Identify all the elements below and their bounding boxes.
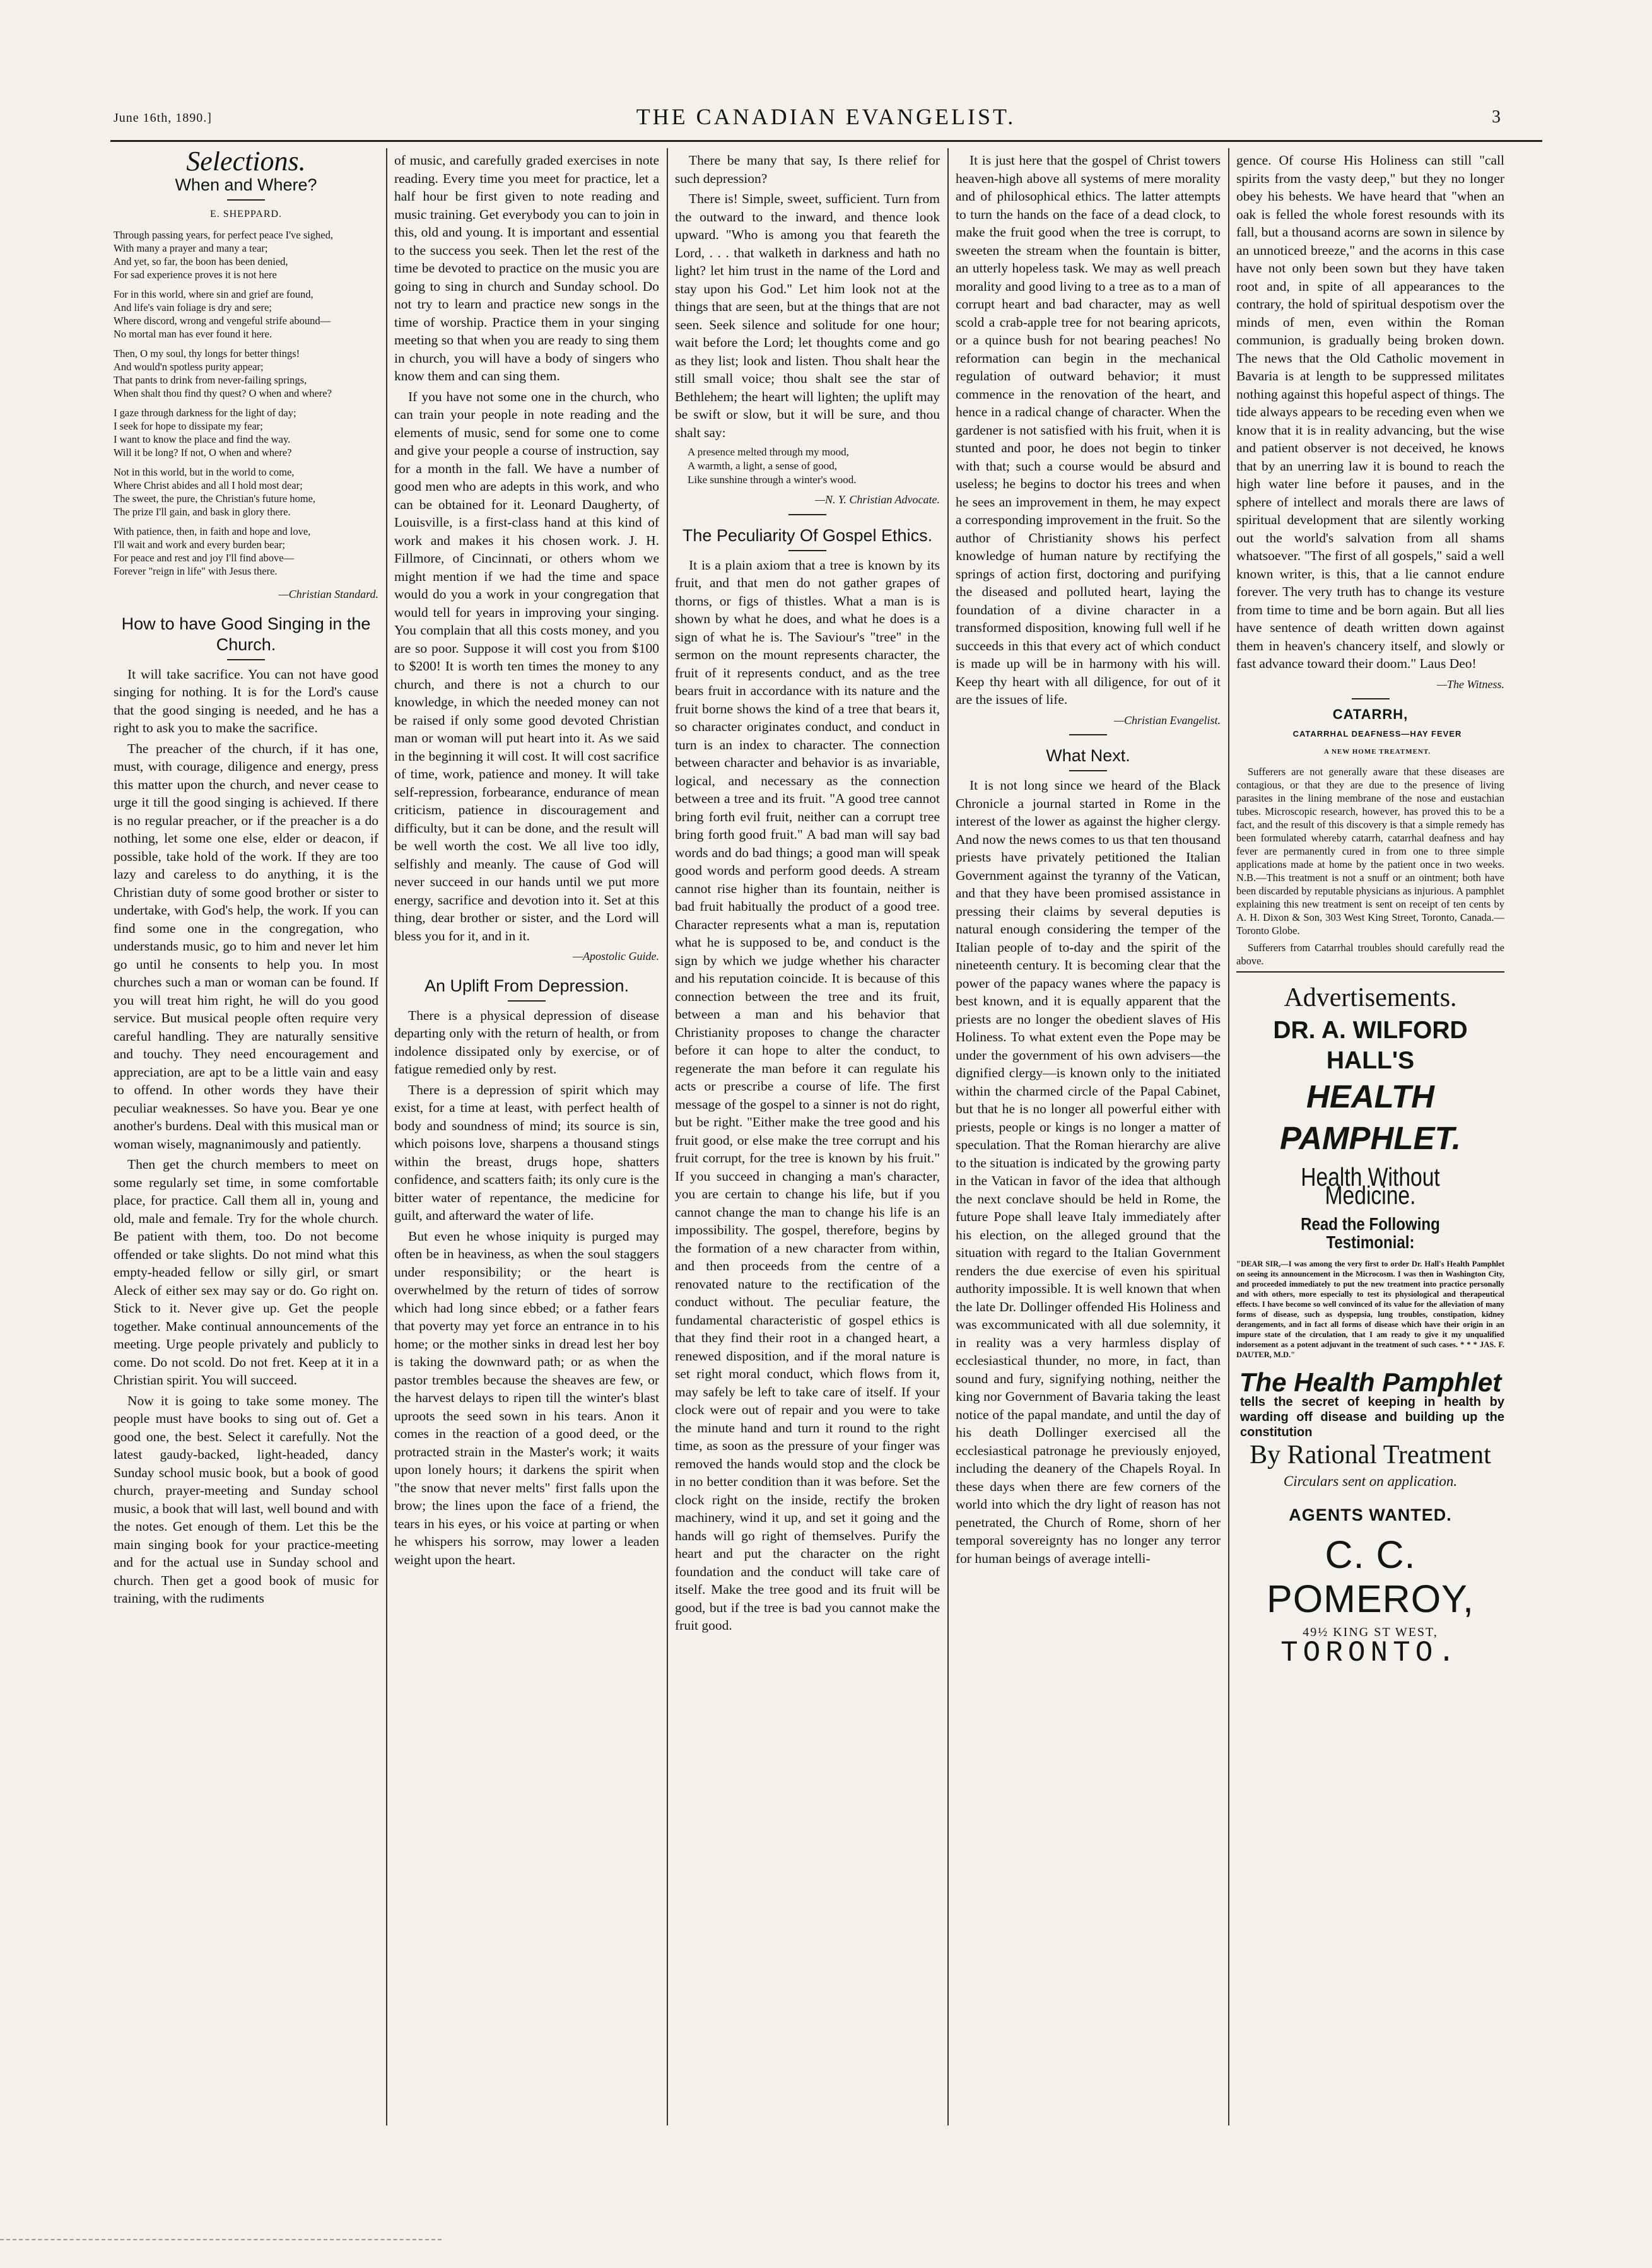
ad-pomeroy-city: TORONTO. <box>1280 1636 1460 1669</box>
paragraph: There is! Simple, sweet, sufficient. Turn from the outward to the inward, and thence look upward. "Who is among you that feareth the Lord, . . . that walketh in darkness and hath no light? let him trust in the name of the Lord and stay upon his God." Let him look not at the things that are seen, but at the things that are not seen. Seek silence and solitude for one hour; wait before the Lord; let thoughts come and go as they list; look and listen. Thou shalt hear the still small voice; thou shalt see the star of Bethlehem; the heart will lighten; the uplift may be swift or slow, but it will be sure, and thou shalt say: <box>675 191 940 440</box>
ad-health-pamphlet: HEALTH PAMPHLET. <box>1279 1078 1462 1156</box>
divider <box>1352 698 1390 699</box>
paragraph: of music, and carefully graded exercises in note reading. Every time you meet for practice, let a half hour be first given to note reading and music training. Get everybody you can to join in this, old and young. It is important and essential to the success you seek. Then let the rest of the time be devoted to practice on the music you are going to sing in church and Sunday school. Do not try to learn and practice new songs in the time of worship. Practice them in your singing meeting so that when you are ready to sing them in church, you will have a body of singers who know them and can sing them. <box>394 153 659 383</box>
divider <box>1069 734 1107 735</box>
article-title: How to have Good Singing in the Church. <box>121 614 371 654</box>
page-number: 3 <box>1492 107 1501 127</box>
column-divider <box>1228 148 1229 2125</box>
divider <box>788 550 826 551</box>
paragraph: It will take sacrifice. You can not have good singing for nothing. It is for the Lord's cause that the good singing is needed, and he has a right to ask you to make the sacrifice. <box>114 666 378 735</box>
paragraph: Now it is going to take some money. The people must have books to sing out of. Get a good one, the best. Select it carefully. Not the latest gaudy-backed, light-headed, dancy Sunday school music book, but a book of good church, prayer-meeting and Sunday school music, a book that will last, well bound and with the notes. Get enough of them. Let this be the main singing book for your practice-meeting and for the actual use in Sunday school and church. Then get a good book of music for training, with the rudiments <box>114 1393 378 1606</box>
masthead-title: THE CANADIAN EVANGELIST. <box>636 104 1016 129</box>
article-source: —Christian Evangelist. <box>1113 713 1221 727</box>
paragraph: It is a plain axiom that a tree is known by its fruit, and that men do not gather grapes of thorns, or figs of thistles. What a man is is shown by what he does, and what he does is a sign of what he is. The Saviour's "tree" in the sermon on the mount represents character, the fruit of it represents conduct, and as the tree bears fruit in accordance with its nature and the fruit borne shows the kind of a tree that bears it, so character originates conduct, and conduct in turn is an index to character. The connection between character and behavior is as invariable, logical, and necessary as the connection between a tree and its fruit. "A good tree cannot bring forth evil fruit, neither can a corrupt tree bring forth good fruit." A bad man will say bad words and do bad things; a good man will speak good words and perform good deeds. A stream cannot rise higher than its fountain, neither is bad fruit habitually the product of a good tree. Character represents what a man is, reputation what he is supposed to be, and conduct is the sign by which we judge whether his character and his reputation coincide. It is because of this connection between the tree and its fruit, between a man and his behavior that Christianity proposes to change the character before it can hope to alter the conduct, to regenerate the man before it can regulate his acts or prescribe a course of life. The first message of the gospel to a sinner is not do right, but be right. "Either make the tree good and his fruit good, or else make the tree corrupt and his fruit corrupt, for the tree is known by his fruit." If you succeed in changing a man's character, you are certain to change his life, but if you cannot change the man to change his life is an impossibility. The gospel, therefore, begins by the formation of a new character from within, and then proceeds from the centre of a renovated nature to the rectification of the conduct without. The peculiar feature, the fundamental characteristic of gospel ethics is that they find their root in a changed heart, a renewed disposition, and if the moral nature is set right moral conduct, which flows from it, may safely be left to take care of itself. If your clock were out of repair and you were to take the minute hand and turn it round to the right time, as soon as the pressure of your finger was removed the hands would stop and the clock be in no better condition than it was before. Set the clock right on the inside, rectify the broken machinery, wind it up, and set it going and the hands will go right of themselves. Purify the heart and put the character on the right foundation and the conduct will take care of itself. Make the tree good and its fruit will be good, but if the tree is bad you cannot make the fruit good. <box>675 557 940 1633</box>
divider <box>788 514 826 515</box>
poem-source: —Christian Standard. <box>278 588 378 600</box>
paragraph: There is a depression of spirit which may exist, for a time at least, with perfect health of body and soundness of mind; its source is sin, which poisons love, sharpens a thousand stings within the breast, drugs hope, shatters confidence, and scatters faith; its only cure is the bitter water of repentance, the medicine for guilt, and afterward the water of life. <box>394 1082 659 1223</box>
poem: Through passing years, for perfect peace I've sighed, With many a prayer and many a tear; And yet, so far, the boon has been denied, For sad experience proves it is not here For in this world, where sin and grief are found, And life's vain foliage is dry and sere; Where discord, wrong and vengeful strife abound— No mortal man has ever found it here. Then, O my soul, thy longs for better things! And would'n spotless purity appear; That pants to drink from never-failing springs, When shalt thou find thy quest? O when and where? I gaze through darkness for the light of day; I seek for hope to dissipate my fear; I want to know the place and find the way. Will it be long? If not, O when and where? Not in this world, but in the world to come, Where Christ abides and all I hold most dear; The sweet, the pure, the Christian's future home, The prize I'll gain, and bask in glory there. With patience, then, in faith and hope and love, I'll wait and work and every burden bear; For peace and rest and joy I'll find above— Forever "reign in life" with Jesus there. <box>114 229 333 577</box>
ad-the-health-pamphlet: The Health Pamphlet <box>1239 1367 1502 1397</box>
column-divider <box>667 148 668 2125</box>
paragraph: It is not long since we heard of the Black Chronicle a journal started in Rome in the interest of the lower as against the higher clergy. And now the news comes to us that ten thousand priests have privately petitioned the Italian Government against the tyranny of the Vatican, and that they have been promised assistance in pressing their claims by several deputies is natural enough considering the temper of the Italian people of to-day and the spirit of the nineteenth century. It is becoming clear that the power of the papacy wanes where the papacy is best known, and it is equally apparent that the priests are no longer the obedient slaves of His Holiness. To what extent even the Pope may be under the government of his own advisers—the dignified clergy—is known only to the initiated within the charmed circle of the Papal Cabinet, but that he is no longer all powerful either with priests, people or kings is no longer a matter of speculation. That the Roman hierarchy are alive to the situation is indicated by the growing party in the Vatican in favor of the idea that although the next conclave should be held in Rome, the future Pope shall leave Italy immediately after his election, on the alleged ground that the situation with regard to the Italian Government renders the due exercise of even his spiritual authority impossible. It is well known that when the late Dr. Dollinger offended His Holiness and was excommunicated with all due solemnity, it in reality was a very harmless display of ecclesiastical thunder, no more, in fact, than sound and fury, signifying nothing, neither the king nor Government of Bavaria taking the least notice of the papal mandate, and until the day of his death Dollinger exercised all the ecclesiastical patronage he previously enjoyed, including the deanery of the Chapels Royal. In these days when there are few corners of the world into which the dry light of reason has not penetrated, the Church of Rome, shorn of her temporal sovereignty has no longer any terror for human beings of average intelli- <box>956 778 1221 1566</box>
paragraph: There is a physical depression of disease departing only with the return of health, or from indolence dissipated only by exercise, or of fatigue remedied only by rest. <box>394 1007 659 1077</box>
ad-health-without-medicine: Health Without Medicine. <box>1301 1162 1440 1210</box>
issue-date: June 16th, 1890.] <box>114 111 212 125</box>
column-4 <box>956 151 1221 2125</box>
advertisements-heading: Advertisements. <box>1284 983 1457 1012</box>
article-title: What Next. <box>1046 746 1130 765</box>
column-divider <box>947 148 949 2125</box>
catarrh-ad-subtitle: CATARRHAL DEAFNESS—HAY FEVER <box>1292 728 1462 739</box>
divider <box>227 199 265 201</box>
ad-agents-wanted: AGENTS WANTED. <box>1289 1505 1452 1524</box>
catarrh-ad-footer: Sufferers from Catarrhal troubles should carefully read the above. <box>1236 941 1504 967</box>
catarrh-ad-title: CATARRH, <box>1332 706 1409 722</box>
ad-testimonial-heading: Read the Following Testimonial: <box>1301 1214 1440 1252</box>
article-source: —N. Y. Christian Advocate. <box>814 493 940 506</box>
column-1 <box>114 151 378 2125</box>
divider <box>508 1000 546 1002</box>
column-3 <box>675 151 940 2125</box>
divider <box>1236 971 1504 973</box>
poem-author: E. SHEPPARD. <box>209 208 283 219</box>
article-title: The Peculiarity Of Gospel Ethics. <box>682 525 933 545</box>
ad-circulars: Circulars sent on application. <box>1283 1473 1458 1489</box>
column-divider <box>386 148 387 2125</box>
section-title: Selections. <box>186 151 306 177</box>
article-source: —Apostolic Guide. <box>573 950 659 962</box>
poem-title: When and Where? <box>175 175 317 194</box>
catarrh-ad <box>1236 765 1504 967</box>
divider <box>227 659 265 660</box>
ad-dr-hall: DR. A. WILFORD HALL'S <box>1273 1017 1468 1074</box>
ad-pomeroy-address: 49½ KING ST WEST, <box>1303 1625 1438 1639</box>
paragraph: If you have not some one in the church, who can train your people in note reading and the elements of music, send for some one to come and give your people a course of instruction, say for a month in the fall. We have a number of good men who are adepts in this work, and who can be obtained for it. Leonard Daugherty, of Louisville, is a first-class hand at this kind of work and makes it his chosen work. J. H. Fillmore, of Cincinnati, or others whom we might mention if we had the time and space would do you a work in your congregation that would tell for years in improving your singing. You complain that all this costs money, and you are so poor. Suppose it will cost you from $100 to $200! It is worth ten times the money to any church, and there is not a church to our knowledge, in which the needed money can not be raised if only some good devoted Christian man or woman will put heart into it. As we said in the beginning it will cost. It will cost sacrifice of time, work, patience and money. It will take self-repression, forbearance, endurance of mean criticism, patience in discouragement and difficulty, but it can be done, and the result will be well worth the cost. We all live too idly, selfishly and meanly. The cause of God will never succeed in our hands until we put more energy, sacrifice and devotion into it. Set at this thing, dear brother or sister, and the Lord will bless you for it, and in it. <box>394 389 659 944</box>
column-2 <box>394 151 659 2125</box>
ad-tells-text: tells the secret of keeping in health by warding off disease and building up the constitution <box>1240 1394 1504 1439</box>
ad-testimonial: "DEAR SIR,—I was among the very first to order Dr. Hall's Health Pamphlet on seeing its announcement in the Microcosm. I was then in Washington City, and proceeded immediately to put the new treatment into practice personally and with others, more especially to test its physiological and therapeutical effects. I have become so well convinced of its value for the alleviation of many forms of disease, such as dyspepsia, lung troubles, constipation, kidney derangements, and in fact all forms of disease which have their origin in an impure state of the circulation, that I am ready to give it my unqualified indorsement as a potent adjuvant in the treatment of such cases. * * * JAS. F. DAUTER, M.D." <box>1236 1260 1504 1359</box>
verse: A presence melted through my mood, A warmth, a light, a sense of good, Like sunshine through a winter's wood. <box>688 446 857 486</box>
paragraph: gence. Of course His Holiness can still "call spirits from the vasty deep," but they no longer obey his behests. We have heard that "when an oak is felled the whole forest resounds with its fall, but a thousand acorns are sown in silence by an unnoticed breeze," and the acorns in this case have not only been sown but they have taken root and, in spite of all appearances to the contrary, the hold of spiritual despotism over the minds of men, even within the Roman communion, is gradually being broken down. The news that the Old Catholic movement in Bavaria is at length to be suppressed militates nothing against this hopeful aspect of things. The tide always appears to be receding even when we know that it is in reality advancing, but the wise and patient observer is not deceived, he knows that by an unerring law it is bound to reach the high water line before it pauses, and in the sphere of intellect and morals there are laws of spiritual development that are silently working out the world's salvation from all shams whatsoever. "The first of all gospels," said a well known writer, is this, that a lie cannot endure forever. The very truth has to change its vesture from time to time and be born again. But all lies have sentence of death written down against them in heaven's chancery itself, and slowly or fast advance toward their doom." Laus Deo! <box>1236 153 1504 671</box>
paragraph: There be many that say, Is there relief for such depression? <box>675 153 940 186</box>
catarrh-ad-subtitle2: A NEW HOME TREATMENT. <box>1323 748 1431 756</box>
paragraph: The preacher of the church, if it has one, must, with courage, diligence and energy, press this matter upon the church, and never cease to urge it till the good singing is achieved. If there is no regular preacher, or if the preacher is a do nothing, let some one else, elder or deacon, if possible, take hold of the work. If they are too lazy and careless to do anything, it is the Christian duty of some good brother or sister to undertake, with God's help, the work. If you can find some one in the congregation, who understands music, go to him and never let him go until he consents to help you. In most churches such a man or woman can be found. If you will treat him right, he will do you good service. But musical people often require very careful handling. They are naturally sensitive and touchy. They need encouragement and appreciation, are apt to be a little vain and easy to offend. In other words they have their peculiar weaknesses. So have you. Bear ye one another's burdens. Deal with this musical man or woman wisely, magnanimously and patiently. <box>114 740 378 1152</box>
ad-pomeroy-name: C. C. POMEROY, <box>1267 1533 1474 1620</box>
column-5 <box>1236 151 1504 2125</box>
paragraph: Then get the church members to meet on some regularly set time, in some comfortable place, for practice. Call them all in, young and old, male and female. Try for the whole church. Be patient with them, too. Do not become offended or take slights. Do not mind what this empty-headed fellow or silly girl, or smart Aleck of either sex may say or do. Go right on. Stick to it. Never give up. Get the people together. Make continual announcements of the meeting. Urge people privately and publicly to come. Do not scold. Do not fret. Keep at it in a Christian spirit. You will succeed. <box>114 1157 378 1388</box>
header-rule <box>110 140 1542 142</box>
article-title: An Uplift From Depression. <box>424 976 630 995</box>
catarrh-ad-body: Sufferers are not generally aware that these diseases are contagious, or that they are due to the presence of living parasites in the lining membrane of the nose and eustachian tubes. Microscopic research, however, has proved this to be a fact, and the result of this discovery is that a simple remedy has been formulated whereby catarrh, catarrhal deafness and hay fever are permanently cured in from one to three simple applications made at home by the patient once in two weeks. N.B.—This treatment is not a snuff or an ointment; both have been discarded by reputable physicians as injurious. A pamphlet explaining this new treatment is sent on receipt of ten cents by A. H. Dixon & Son, 303 West King Street, Toronto, Canada.—Toronto Globe. <box>1236 765 1504 937</box>
ad-rational-treatment: By Rational Treatment <box>1250 1440 1491 1470</box>
scan-edge <box>0 2239 442 2240</box>
divider <box>1069 770 1107 771</box>
paragraph: But even he whose iniquity is purged may often be in heaviness, as when the soul staggers under responsibility; or the heart is overwhelmed by the return of tides of sorrow which had long since ebbed; or a father fears that poverty may yet force an entrance in to his home; or the mother sinks in dread lest her boy is taking the downward path; or as when the pastor trembles because the sheaves are few, or the harvest delays to ripen till the winter's blast uproots the seed sown in his tears. Anon it comes in the reaction of a good deed, or the protracted strain in the Master's work; it waits upon lonely hours; it darkens the spirit when "the snow that never melts" first falls upon the brow; the lines upon the face of a friend, the tears in his eyes, or his voice at parting or when he whispers his sorrow, may lower a leaden weight upon the heart. <box>394 1228 659 1567</box>
article-source: —The Witness. <box>1436 677 1504 691</box>
paragraph: It is just here that the gospel of Christ towers heaven-high above all systems of mere morality and of philosophical ethics. The latter attempts to turn the hands on the face of a dead clock, to make the fruit good when the tree is corrupt, to sweeten the stream when the fountain is bitter, an utterly hopeless task. We may as well preach morality and good living to a tree as to a man of corrupt heart and bad character, may as well scold a crab-apple tree for not bearing apricots, or a quince bush for not bearing peaches! No reformation can begin in the mechanical regulation of outward behavior; it must commence in the renovation of the heart, and hence in a radical change of character. When the gardener is not satisfied with his fruit, when it is stunted and poor, he does not begin to tinker with that; such a course would be absurd and useless; he begins to doctor his trees and when he sees an improvement in them, he may expect a corresponding improvement in the fruit. So the author of Christianity shows his perfect knowledge of human nature by rectifying the springs of action first, doctoring and purifying the diseased and polluted heart, laying the foundation of a divine character in a transformed disposition, knowing full well if he succeeds in this that every act of which conduct is made up will be in harmony with his will. Keep thy heart with all diligence, for out of it are the issues of life. <box>956 153 1221 707</box>
